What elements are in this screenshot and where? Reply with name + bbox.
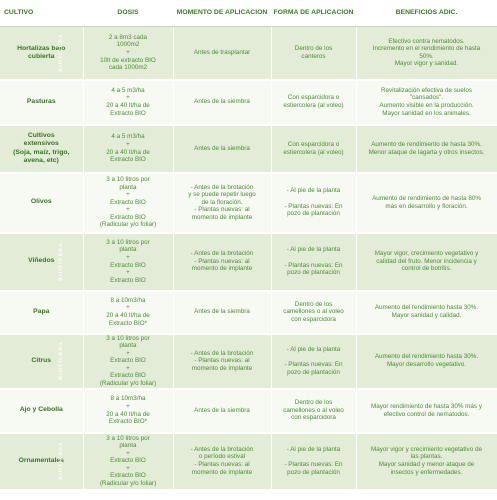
cell-line: Extracto BIO: [110, 198, 146, 206]
cell-dosis: [83, 334, 173, 389]
cell-line: - Plantas nuevas: al: [194, 461, 250, 468]
cell-momento: [173, 433, 271, 490]
cell-line: [274, 353, 354, 361]
cell-line: [274, 254, 354, 262]
cell-dosis: [83, 433, 173, 490]
cell-line: Papa: [33, 307, 50, 315]
cell-line: 20 a 40 lt/ha de: [106, 410, 150, 418]
cell-line: - Plantas nuevas: al: [194, 357, 250, 365]
cell-forma: [271, 291, 356, 334]
cell-momento: [173, 389, 271, 433]
cell-line: 2 a 8m3 cada: [108, 33, 148, 41]
cell-beneficios: [356, 389, 497, 433]
cell-line: Antes de la siembra: [194, 144, 250, 152]
cell-line: Mayor vigor y sanidad.: [394, 60, 459, 68]
cell-line: momento de implante: [191, 364, 253, 372]
cell-line: Revitalización efectiva de suelos: [380, 86, 472, 94]
cell-line: planta: [119, 342, 137, 350]
cell-forma: [271, 334, 356, 389]
cell-line: Dentro de los: [294, 300, 333, 308]
table-row: [0, 233, 497, 291]
cell-line: +: [126, 206, 130, 214]
cell-cultivo: [0, 173, 83, 233]
cell-line: - Antes de la brotación: [190, 349, 254, 357]
cell-line: Mayor sanidad y menor ataque de: [378, 461, 475, 468]
cell-line: y se puede repetir luego: [188, 191, 256, 199]
cell-line: 20 a 40 lt/ha de: [106, 102, 150, 109]
cell-line: (Radicular y/o foliar): [99, 379, 157, 387]
cell-line: - Antes de la brotación: [190, 183, 254, 191]
cell-momento: [173, 27, 271, 80]
cell-line: camellones o al voleo: [283, 406, 344, 414]
cell-line: más en desarrollo y floración.: [385, 202, 468, 210]
cell-momento: [173, 173, 271, 233]
cell-line: - Al pie de la planta: [286, 187, 341, 195]
cell-line: Extracto BIO: [110, 261, 146, 269]
cell-line: Mayor sanidad en los animales.: [382, 109, 471, 117]
cell-line: pozo de plantación: [287, 368, 340, 376]
cell-line: Mayor sanidad y calidad.: [391, 312, 462, 319]
cell-line: planta: [119, 183, 137, 191]
cell-beneficios: [356, 433, 497, 490]
cell-line: Efectivo contra nematodos.: [388, 37, 465, 45]
cell-forma: [271, 125, 356, 173]
cell-line: de la floración.: [201, 198, 243, 206]
cell-line: Menor ataque de lagarta y otros insectos.: [368, 148, 485, 156]
cell-line: Dentro de los: [294, 45, 333, 53]
cell-line: 3 a 10 litros por: [106, 238, 150, 246]
cell-line: Aumento del rendimiento hasta 30%.: [374, 304, 479, 312]
header-row: [0, 0, 497, 27]
cell-forma: [271, 389, 356, 433]
cell-momento: [173, 125, 271, 173]
cell-line: pozo de plantación: [287, 269, 340, 277]
cell-line: momento de implante: [191, 213, 253, 221]
cell-line: - Plantas nuevas: En: [284, 261, 343, 269]
cell-line: +: [126, 304, 130, 312]
cell-line: avena, etc): [23, 156, 59, 164]
cell-line: Extracto BIO: [110, 357, 146, 365]
cell-line: con esparcidora: [291, 315, 336, 323]
cell-line: Dentro de los: [294, 399, 333, 407]
table-row: [0, 27, 497, 80]
cell-line: control de botritis.: [401, 265, 452, 273]
cell-line: 50%.: [419, 52, 434, 60]
cell-line: Con esparcidora o: [287, 94, 340, 102]
cell-line: 8 a 10m3/ha: [110, 395, 146, 403]
cell-line: insectos y enfermedades.: [390, 468, 463, 476]
cell-line: +: [126, 464, 130, 472]
cell-line: pozo de plantación: [287, 468, 340, 476]
cell-line: 3 a 10 litros por: [106, 434, 150, 442]
cell-line: Antes de trasplantar: [193, 48, 251, 56]
cell-line: Hortalizas bajo: [17, 44, 66, 52]
cell-forma: [271, 80, 356, 125]
watermark-text: BIOTIERRA: [58, 242, 65, 281]
cell-line: 4 a 5 m3/ha: [111, 86, 145, 94]
cell-cultivo: [0, 80, 83, 125]
cell-line: camellones o al voleo: [283, 308, 344, 316]
cell-line: - Plantas nuevas: En: [284, 361, 343, 368]
cell-momento: [173, 334, 271, 389]
cell-line: +: [126, 94, 130, 102]
cell-line: Cultivos: [27, 132, 55, 140]
watermark-text: BIOTIERRA: [58, 441, 65, 481]
cell-line: Mayor vigor, crecimiento vegetativo y: [374, 250, 479, 258]
cell-line: +: [126, 269, 130, 277]
cell-line: Extracto BIO: [110, 109, 146, 117]
cell-dosis: [83, 291, 173, 334]
cell-line: Ajo y Cebolla: [19, 406, 63, 414]
cell-line: - Plantas nuevas: al: [194, 257, 250, 265]
header-cultivo: CULTIVO: [0, 0, 83, 27]
cell-line: extensivos: [23, 140, 59, 148]
cell-line: - Antes de la brotación: [190, 250, 254, 258]
cell-line: con esparcidora: [291, 414, 336, 422]
cell-line: 20 a 40 lt/ha de: [106, 312, 150, 319]
cell-line: las plantas.: [410, 453, 443, 461]
cell-cultivo: [0, 389, 83, 433]
cell-line: estiercolera (al voleo): [283, 148, 344, 156]
cell-dosis: [83, 389, 173, 433]
cell-line: 3 a 10 litros por: [106, 176, 150, 184]
cell-line: +: [126, 48, 130, 56]
cell-line: +: [126, 191, 130, 199]
cell-line: Aumento del rendimiento hasta 30%.: [374, 353, 479, 361]
table-row: [0, 173, 497, 233]
cell-line: Olivos: [30, 198, 52, 206]
cell-dosis: [83, 27, 173, 80]
cell-line: Extracto BIO*: [108, 319, 148, 327]
cell-line: [274, 195, 354, 203]
cell-beneficios: [356, 291, 497, 334]
cell-line: "cansados".: [409, 94, 444, 102]
cell-line: Extracto BIO: [110, 372, 146, 380]
cell-line: momento de implante: [191, 468, 253, 476]
cell-line: [274, 453, 354, 461]
cell-line: 1000m2: [116, 41, 140, 49]
cell-line: o período estival: [198, 453, 246, 461]
cell-line: Antes de la siembra: [194, 98, 250, 106]
cell-cultivo: [0, 334, 83, 389]
cell-line: - Al pie de la planta: [286, 445, 341, 453]
cell-beneficios: [356, 125, 497, 173]
cell-line: 4 a 5 m3/ha: [111, 133, 145, 141]
cell-line: Citrus: [31, 356, 52, 364]
cell-cultivo: [0, 433, 83, 490]
table-row: [0, 80, 497, 125]
table-row: [0, 125, 497, 173]
cell-line: Mayor desarrollo vegetativo.: [386, 361, 467, 368]
cell-momento: [173, 80, 271, 125]
header-dosis: DOSIS: [83, 0, 173, 27]
cell-line: 10lt de extracto BIO: [100, 56, 156, 64]
cell-line: +: [126, 140, 130, 148]
cell-line: 3 a 10 litros por: [106, 334, 150, 342]
cell-line: cada 1000m2: [108, 64, 148, 72]
cell-beneficios: [356, 27, 497, 80]
watermark-text: BIOTIERRA: [58, 33, 65, 72]
cell-line: efectivo control de nematodos.: [383, 410, 470, 418]
cell-dosis: [83, 125, 173, 173]
cell-line: Extracto BIO: [110, 457, 146, 465]
cell-line: Incremento en el rendimiento de hasta: [372, 45, 481, 53]
cell-beneficios: [356, 334, 497, 389]
cell-momento: [173, 291, 271, 334]
cell-line: - Al pie de la planta: [286, 345, 341, 353]
table-row: [0, 389, 497, 433]
cell-line: Con esparcidora o: [287, 140, 340, 148]
cell-line: 20 a 40 lt/ha de: [106, 148, 150, 156]
cell-dosis: [83, 80, 173, 125]
cell-line: Antes de la siembra: [194, 308, 250, 316]
cell-line: momento de implante: [191, 265, 253, 273]
cell-line: +: [126, 349, 130, 357]
cell-line: calidad del fruto. Menor incidencia y: [376, 257, 477, 265]
cell-line: planta: [119, 442, 137, 450]
cell-line: Viñedos: [28, 257, 55, 265]
cell-line: - Plantas nuevas: al: [194, 206, 250, 214]
cell-line: Pasturas: [26, 97, 56, 105]
header-beneficios: BENEFICIOS ADIC.: [356, 0, 497, 27]
cell-momento: [173, 233, 271, 291]
cell-line: Aumento visible en la producción.: [379, 102, 474, 109]
cell-line: Ornamentales: [18, 456, 64, 464]
cell-line: Extracto BIO: [110, 276, 146, 284]
cell-line: estiercolera (al voleo): [283, 102, 344, 109]
table-row: [0, 433, 497, 490]
cell-forma: [271, 173, 356, 233]
cell-line: Mayor vigor y crecimiento vegetativo de: [371, 445, 482, 453]
cell-cultivo: [0, 125, 83, 173]
cell-line: Extracto BIO: [110, 472, 146, 480]
watermark-text: BIOTIERRA: [58, 341, 65, 381]
cell-cultivo: [0, 27, 83, 80]
table-body: [0, 27, 497, 490]
cell-line: (Soja, maíz, trigo,: [13, 148, 70, 156]
cell-line: - Al pie de la planta: [286, 246, 341, 254]
cell-line: +: [126, 449, 130, 457]
cell-forma: [271, 433, 356, 490]
cell-forma: [271, 27, 356, 80]
cell-beneficios: [356, 233, 497, 291]
cell-line: 8 a 10m3/ha: [110, 296, 146, 304]
cell-line: Antes de la siembra: [194, 406, 250, 414]
cell-line: +: [126, 364, 130, 372]
header-forma: FORMA DE APLICACION: [271, 0, 356, 27]
cell-line: canteros: [301, 52, 326, 60]
cell-cultivo: [0, 233, 83, 291]
cell-line: Extracto BIO: [110, 156, 146, 164]
cell-line: Extracto BIO: [110, 213, 146, 221]
table-row: [0, 334, 497, 389]
cell-line: (Radicular y/o foliar): [99, 221, 157, 229]
cell-dosis: [83, 233, 173, 291]
cell-line: Aumento de rendimiento de hasta 30%.: [371, 140, 482, 148]
table-row: [0, 291, 497, 334]
cell-line: (Radicular y/o foliar): [99, 479, 157, 487]
cell-beneficios: [356, 173, 497, 233]
cell-line: Extracto BIO*: [108, 418, 148, 426]
cell-line: - Plantas nuevas: En: [284, 461, 343, 468]
header-momento: MOMENTO DE APLICACION: [173, 0, 271, 27]
cell-line: cubierta: [28, 52, 55, 60]
cell-dosis: [83, 173, 173, 233]
cell-line: Aumento de rendimiento de hasta 80%: [372, 194, 481, 202]
cell-line: - Plantas nuevas: En: [284, 202, 343, 210]
cell-line: pozo de plantación: [287, 210, 340, 218]
cell-cultivo: [0, 291, 83, 334]
cell-line: +: [126, 253, 130, 261]
cell-line: - Antes de la brotación: [190, 445, 254, 453]
cell-forma: [271, 233, 356, 291]
cell-line: +: [126, 402, 130, 410]
cell-line: Mayor rendimiento de hasta 30% más y: [371, 402, 482, 410]
cell-line: planta: [119, 246, 137, 254]
cell-beneficios: [356, 80, 497, 125]
